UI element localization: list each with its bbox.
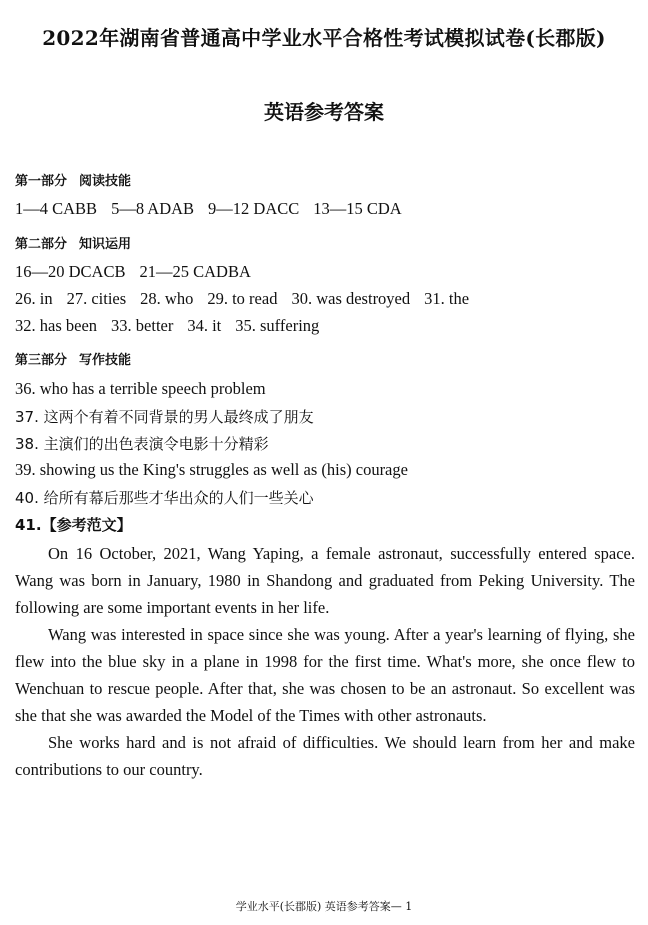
document-subtitle: 英语参考答案 xyxy=(264,100,384,124)
document-title: 2022年湖南省普通高中学业水平合格性考试模拟试卷(长郡版) xyxy=(42,26,606,50)
part3-number: 第三部分 xyxy=(15,353,68,368)
part2-answers-line2 xyxy=(15,289,483,309)
answer-item: 33. better xyxy=(111,316,174,335)
part3-heading xyxy=(15,349,131,368)
answer-group: 13—15 CDA xyxy=(313,199,402,218)
answer-item: 34. it xyxy=(187,316,222,335)
page-footer: 学业水平(长郡版) 英语参考答案— 1 xyxy=(235,900,413,913)
answer-40: 40. 给所有幕后那些才华出众的人们一些关心 xyxy=(15,489,314,507)
part2-answers-line1 xyxy=(15,262,265,282)
answer-item: 32. has been xyxy=(15,316,98,335)
answer-item: 28. who xyxy=(140,289,194,308)
part1-name: 阅读技能 xyxy=(79,174,132,189)
part3-name: 写作技能 xyxy=(79,353,132,368)
part1-number: 第一部分 xyxy=(15,174,68,189)
answer-37: 37. 这两个有着不同背景的男人最终成了朋友 xyxy=(15,408,314,426)
answer-group: 1—4 CABB xyxy=(15,199,98,218)
part1-heading xyxy=(15,170,131,189)
answer-group: 16—20 DCACB xyxy=(15,262,126,281)
answer-item: 29. to read xyxy=(207,289,278,308)
answer-group: 5—8 ADAB xyxy=(111,199,195,218)
answer-item: 27. cities xyxy=(66,289,127,308)
answer-item: 35. suffering xyxy=(235,316,320,335)
answer-36: 36. who has a terrible speech problem xyxy=(15,379,266,398)
answer-39: 39. showing us the King's struggles as well as (his) courage xyxy=(15,460,408,479)
answer-38: 38. 主演们的出色表演令电影十分精彩 xyxy=(15,435,269,453)
essay-paragraph: On 16 October, 2021, Wang Yaping, a female astronaut, successfully entered space. Wang was born in January, 1980 in Shandong and graduated from Peking University. The following are some important events in her life. xyxy=(15,544,635,617)
answer-group: 21—25 CADBA xyxy=(139,262,251,281)
model-essay xyxy=(15,540,635,783)
answer-group: 9—12 DACC xyxy=(208,199,300,218)
answer-item: 26. in xyxy=(15,289,53,308)
part1-answers xyxy=(15,199,416,219)
part2-answers-line3 xyxy=(15,316,333,336)
essay-label: 41.【参考范文】 xyxy=(15,516,132,534)
answer-item: 30. was destroyed xyxy=(291,289,411,308)
answer-item: 31. the xyxy=(424,289,470,308)
essay-paragraph: She works hard and is not afraid of difficulties. We should learn from her and make contributions to our country. xyxy=(15,733,635,779)
part2-heading xyxy=(15,233,131,252)
part2-name: 知识运用 xyxy=(79,237,132,252)
part2-number: 第二部分 xyxy=(15,237,68,252)
essay-paragraph: Wang was interested in space since she was young. After a year's learning of flying, she flew into the blue sky in a plane in 1998 for the first time. What's more, she once flew to Wenchuan to rescue people. After that, she was chosen to be an astronaut. So excellent was she that she was awarded the Model of the Times with other astronauts. xyxy=(15,625,635,725)
